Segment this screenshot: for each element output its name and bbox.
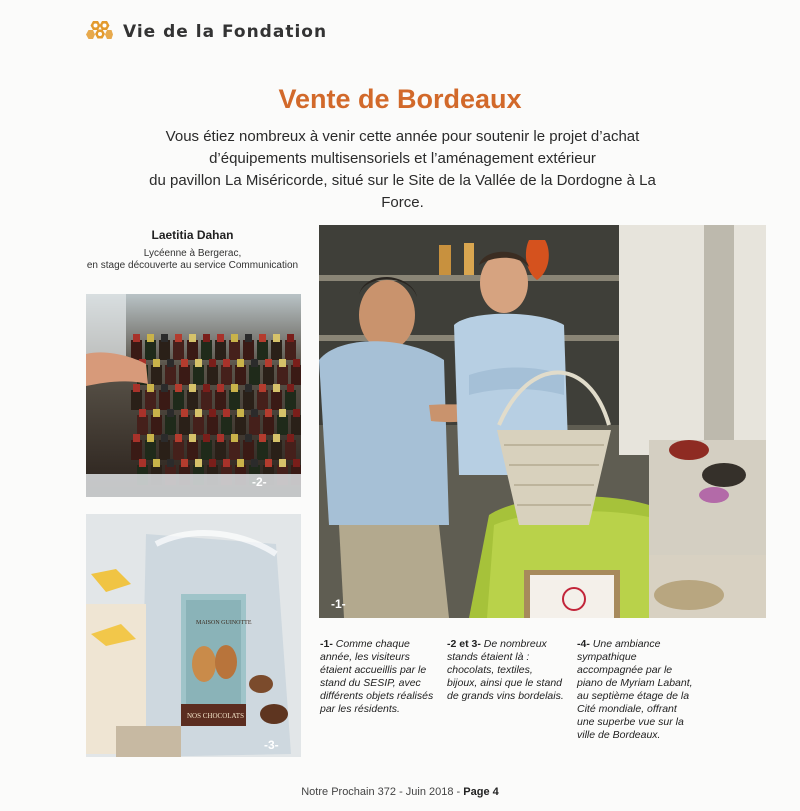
caption-3 [577, 638, 695, 742]
photo-chocolates [86, 514, 301, 757]
author-role-line: Lycéenne à Bergerac, [143, 248, 242, 259]
caption-text: De nombreux stands étaient là : chocolats, textiles, bijoux, ainsi que le stand de grands vins bordelais. [447, 638, 564, 702]
hexagon-cluster-icon [85, 18, 113, 46]
caption-number: -4- [577, 638, 590, 650]
page-number: Page 4 [463, 786, 499, 798]
caption-number: -2 et 3- [447, 638, 481, 650]
article-intro [130, 126, 675, 214]
author-role-line: en stage découverte au service Communication [86, 260, 299, 271]
footer-text: Notre Prochain 372 - Juin 2018 - [301, 786, 464, 798]
caption-2 [447, 638, 565, 703]
section-title: Vie de la Fondation [123, 22, 328, 42]
photo-number: -3- [264, 738, 279, 752]
photo-wine-bottles [86, 294, 301, 497]
caption-1 [320, 638, 438, 716]
caption-number: -1- [320, 638, 333, 650]
author-block [85, 228, 300, 272]
intro-line: Vous étiez nombreux à venir cette année pour soutenir le projet d’achat [165, 128, 640, 145]
package-label: MAISON GUINOTTE [196, 620, 252, 626]
package-label: NOS CHOCOLATS [187, 712, 244, 720]
page-footer [0, 786, 800, 798]
caption-text: Une ambiance sympathique accompagnée par le piano de Myriam Labant, au septième étage de la Cité mondiale, offrant une superbe vue sur la ville de Bordeaux. [577, 638, 693, 741]
caption-text: Comme chaque année, les visiteurs étaient accueillis par le stand du SESIP, avec différents objets réalisés par les résidents. [320, 638, 434, 715]
wine-bottles-illustration [86, 294, 301, 497]
author-name: Laetitia Dahan [151, 228, 234, 242]
photo-number: -1- [331, 597, 346, 611]
intro-line: d’équipements multisensoriels et l’aménagement extérieur [209, 150, 596, 167]
stand-visitors-illustration [319, 225, 766, 618]
photo-number: -2- [252, 475, 267, 489]
section-header [85, 18, 327, 46]
intro-line: du pavillon La Miséricorde, situé sur le Site de la Vallée de la Dordogne à La Force. [149, 172, 656, 211]
article-title: Vente de Bordeaux [278, 84, 522, 114]
chocolates-illustration [86, 514, 301, 757]
photo-stand-visitors [319, 225, 766, 618]
